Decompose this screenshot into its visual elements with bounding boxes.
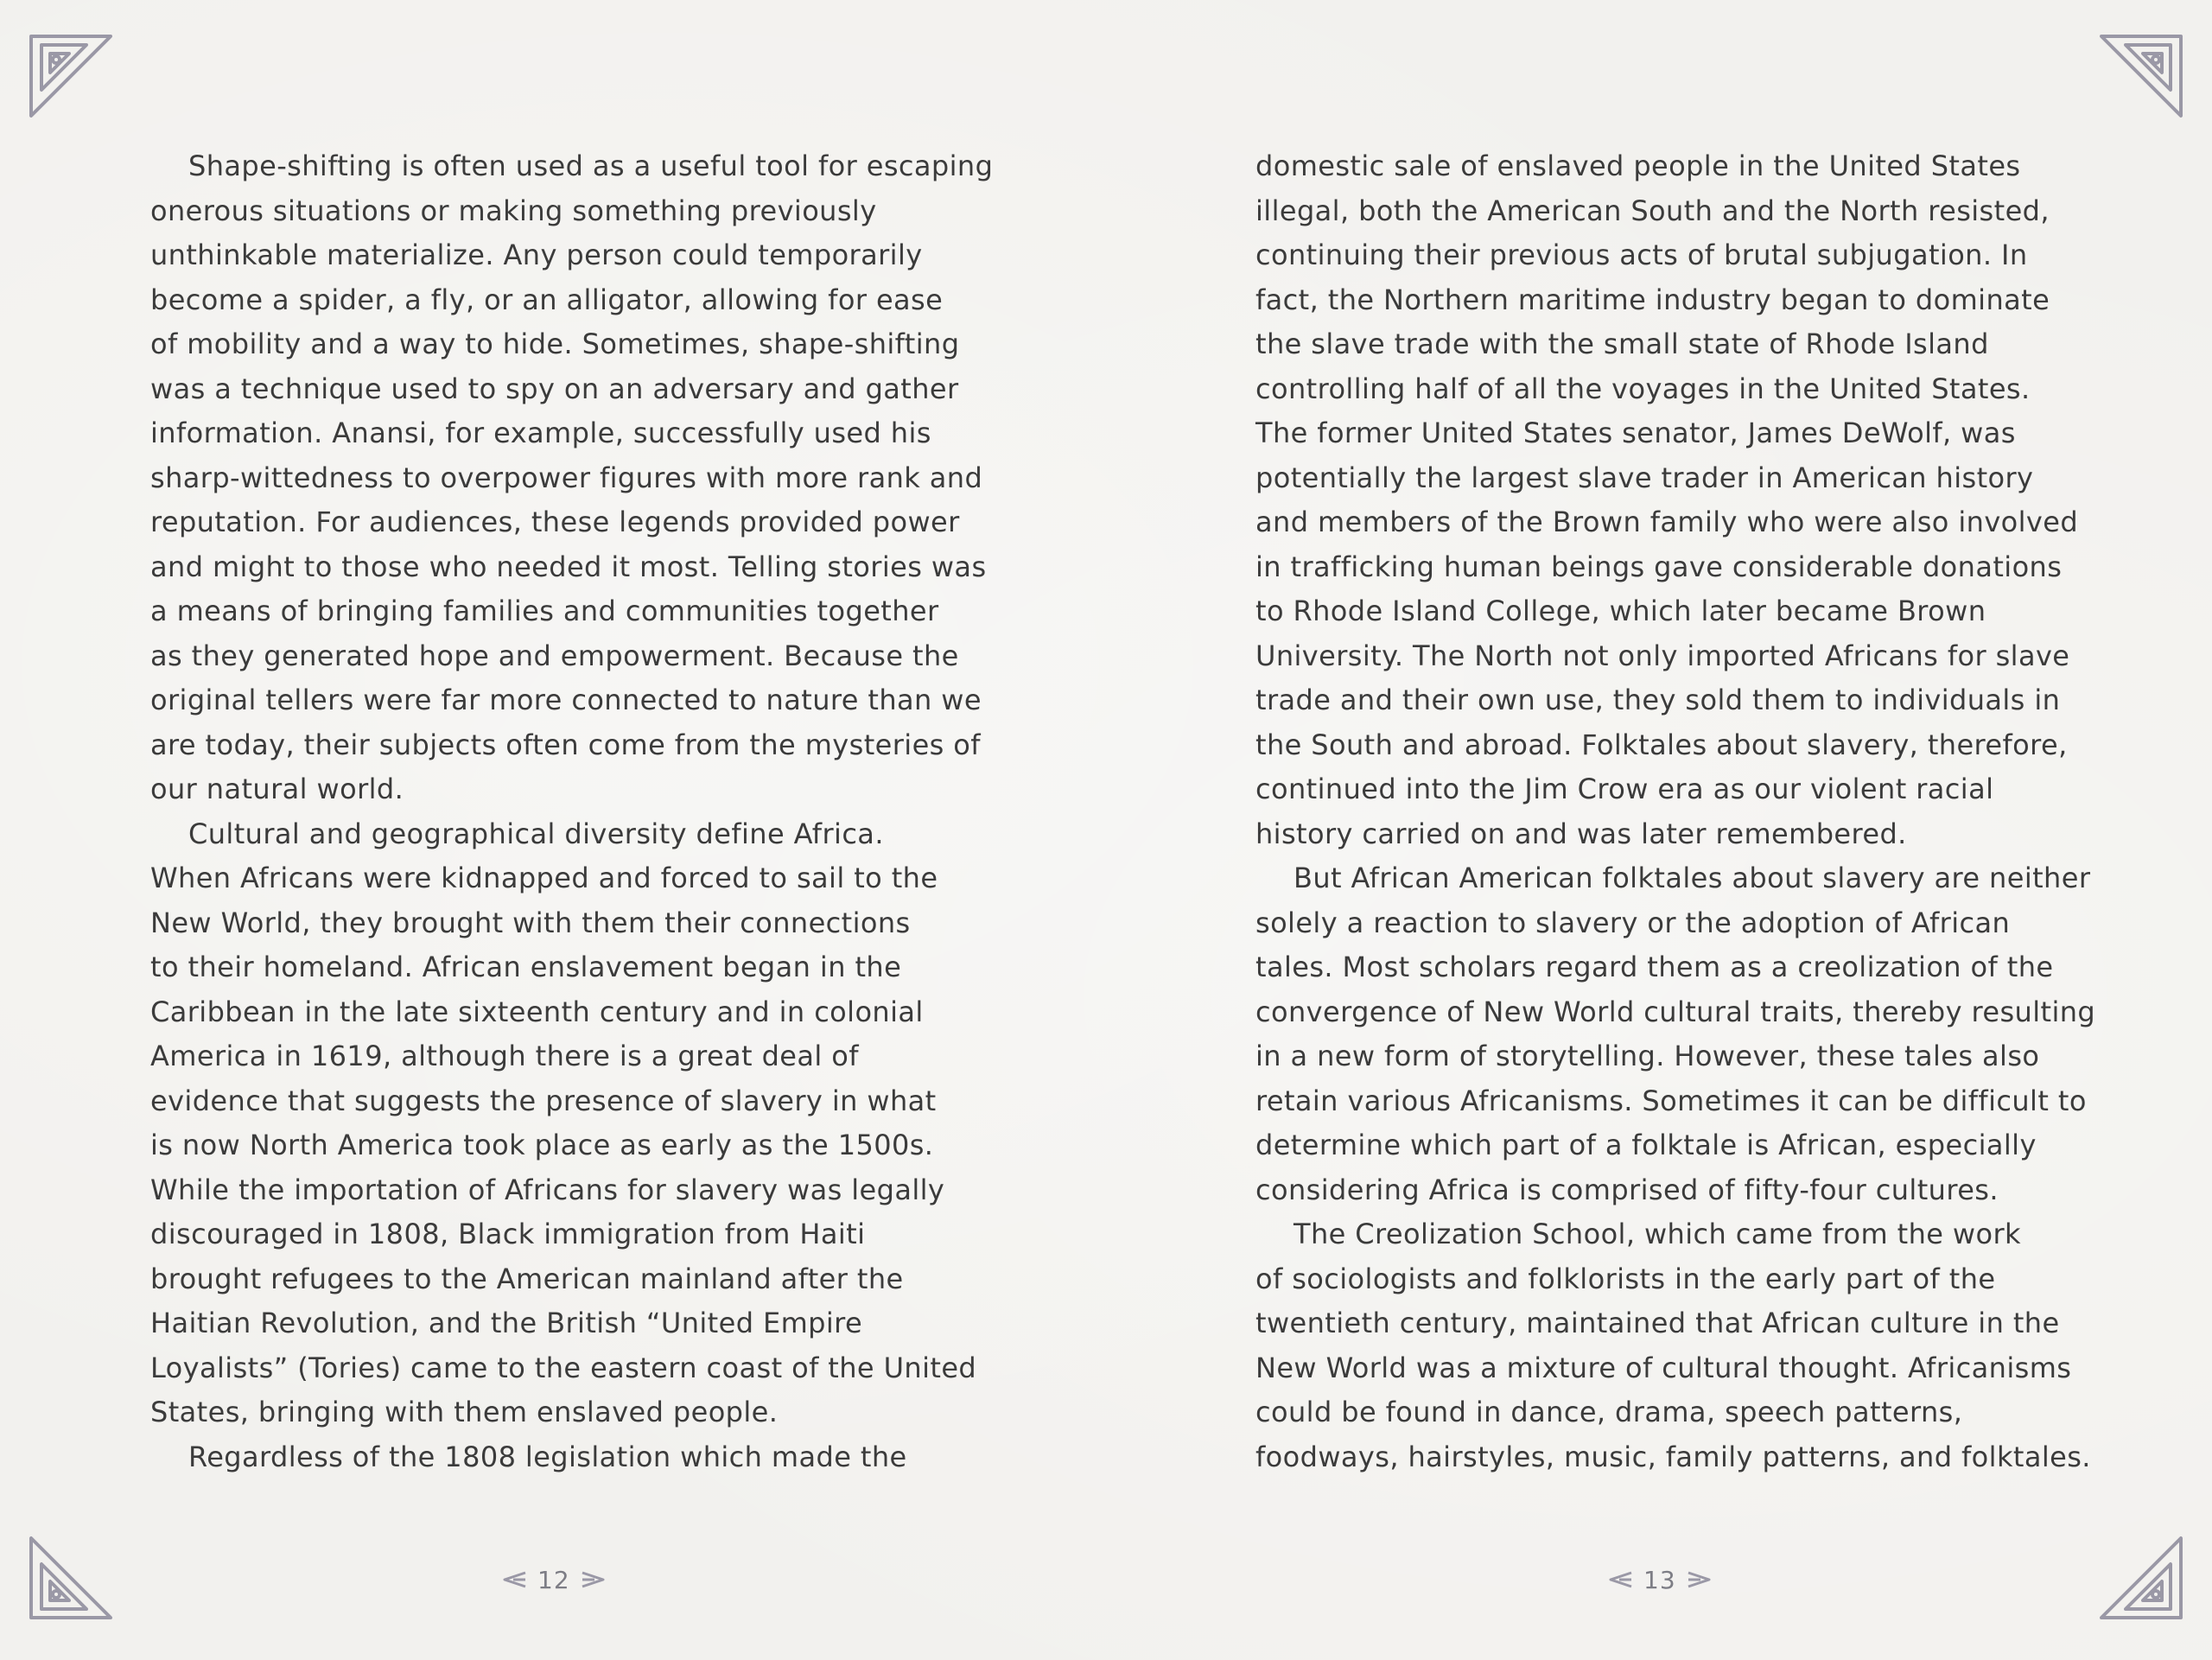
- text-line: as they generated hope and empowerment. Because the: [150, 639, 959, 672]
- text-line: States, bringing with them enslaved people.: [150, 1396, 779, 1428]
- text-line: is now North America took place as early as the 1500s.: [150, 1129, 934, 1161]
- text-line: to their homeland. African enslavement began in the: [150, 951, 902, 983]
- text-line: considering Africa is comprised of fifty-four cultures.: [1255, 1173, 1999, 1206]
- text-line: evidence that suggests the presence of slavery in what: [150, 1084, 937, 1117]
- text-line: become a spider, a fly, or an alligator, allowing for ease: [150, 283, 944, 316]
- text-line: onerous situations or making something previously: [150, 194, 877, 227]
- page-number: 12: [537, 1565, 570, 1594]
- text-line: But African American folktales about slavery are neither: [1294, 862, 2091, 894]
- text-line: New World, they brought with them their connections: [150, 906, 911, 939]
- text-line: original tellers were far more connected to nature than we: [150, 684, 982, 716]
- text-line: sharp-wittedness to overpower figures with more rank and: [150, 461, 983, 494]
- text-line: tales. Most scholars regard them as a creolization of the: [1255, 951, 2054, 983]
- left-chevron-ornament-icon: [501, 1570, 527, 1589]
- page-number-left: [501, 1562, 607, 1597]
- text-line: to Rhode Island College, which later became Brown: [1255, 595, 1986, 627]
- text-line: and members of the Brown family who were also involved: [1255, 506, 2079, 538]
- text-line: New World was a mixture of cultural thought. Africanisms: [1255, 1351, 2072, 1384]
- text-line: determine which part of a folktale is African, especially: [1255, 1129, 2037, 1161]
- right-chevron-ornament-icon: [1687, 1570, 1713, 1589]
- text-line: the South and abroad. Folktales about slavery, therefore,: [1255, 728, 2068, 761]
- text-line: illegal, both the American South and the North resisted,: [1255, 194, 2050, 227]
- text-line: a means of bringing families and communities together: [150, 595, 939, 627]
- text-line: foodways, hairstyles, music, family patterns, and folktales.: [1255, 1440, 2091, 1473]
- text-line: retain various Africanisms. Sometimes it can be difficult to: [1255, 1084, 2087, 1117]
- text-line: Caribbean in the late sixteenth century and in colonial: [150, 995, 924, 1028]
- triangle-corner-ornament-icon: [2096, 29, 2188, 121]
- text-line: discouraged in 1808, Black immigration from Haiti: [150, 1218, 866, 1250]
- text-line: potentially the largest slave trader in American history: [1255, 461, 2034, 494]
- page-number: 13: [1643, 1565, 1676, 1594]
- text-line: While the importation of Africans for slavery was legally: [150, 1173, 945, 1206]
- left-chevron-ornament-icon: [1607, 1570, 1633, 1589]
- text-line: of mobility and a way to hide. Sometimes, shape-shifting: [150, 328, 960, 360]
- text-line: fact, the Northern maritime industry began to dominate: [1255, 283, 2050, 316]
- text-line: University. The North not only imported Africans for slave: [1255, 639, 2070, 672]
- triangle-corner-ornament-icon: [24, 29, 116, 121]
- text-line: Haitian Revolution, and the British “United Empire: [150, 1307, 863, 1339]
- text-line: domestic sale of enslaved people in the United States: [1255, 149, 2021, 182]
- right-chevron-ornament-icon: [581, 1570, 607, 1589]
- text-line: in a new form of storytelling. However, these tales also: [1255, 1040, 2040, 1072]
- text-line: trade and their own use, they sold them to individuals in: [1255, 684, 2061, 716]
- text-line: continuing their previous acts of brutal subjugation. In: [1255, 239, 2028, 271]
- text-line: Shape-shifting is often used as a useful tool for escaping: [188, 149, 994, 182]
- text-line: our natural world.: [150, 773, 404, 805]
- text-line: are today, their subjects often come from the mysteries of: [150, 728, 981, 761]
- text-line: controlling half of all the voyages in the United States.: [1255, 372, 2031, 405]
- page-number-right: [1607, 1562, 1713, 1597]
- text-line: Cultural and geographical diversity define Africa.: [188, 817, 884, 850]
- text-line: continued into the Jim Crow era as our violent racial: [1255, 773, 1994, 805]
- right-page-body: [1255, 144, 2096, 1479]
- text-line: and might to those who needed it most. Telling stories was: [150, 550, 987, 583]
- text-line: information. Anansi, for example, successfully used his: [150, 417, 931, 449]
- triangle-corner-ornament-icon: [24, 1533, 116, 1625]
- text-line: America in 1619, although there is a great deal of: [150, 1040, 859, 1072]
- text-line: convergence of New World cultural traits, thereby resulting: [1255, 995, 2096, 1028]
- text-line: twentieth century, maintained that African culture in the: [1255, 1307, 2060, 1339]
- text-line: could be found in dance, drama, speech patterns,: [1255, 1396, 1963, 1428]
- text-line: The Creolization School, which came from the work: [1294, 1218, 2021, 1250]
- text-line: of sociologists and folklorists in the early part of the: [1255, 1262, 1996, 1295]
- text-line: the slave trade with the small state of Rhode Island: [1255, 328, 1989, 360]
- text-line: unthinkable materialize. Any person could temporarily: [150, 239, 923, 271]
- text-line: history carried on and was later remembered.: [1255, 817, 1907, 850]
- triangle-corner-ornament-icon: [2096, 1533, 2188, 1625]
- text-line: Regardless of the 1808 legislation which made the: [188, 1440, 907, 1473]
- text-line: The former United States senator, James DeWolf, was: [1255, 417, 2016, 449]
- text-line: Loyalists” (Tories) came to the eastern coast of the United: [150, 1351, 977, 1384]
- text-line: solely a reaction to slavery or the adoption of African: [1255, 906, 2011, 939]
- text-line: brought refugees to the American mainland after the: [150, 1262, 904, 1295]
- text-line: was a technique used to spy on an adversary and gather: [150, 372, 959, 405]
- left-page-body: [150, 144, 994, 1479]
- text-line: reputation. For audiences, these legends provided power: [150, 506, 960, 538]
- text-line: When Africans were kidnapped and forced to sail to the: [150, 862, 938, 894]
- text-line: in trafficking human beings gave considerable donations: [1255, 550, 2063, 583]
